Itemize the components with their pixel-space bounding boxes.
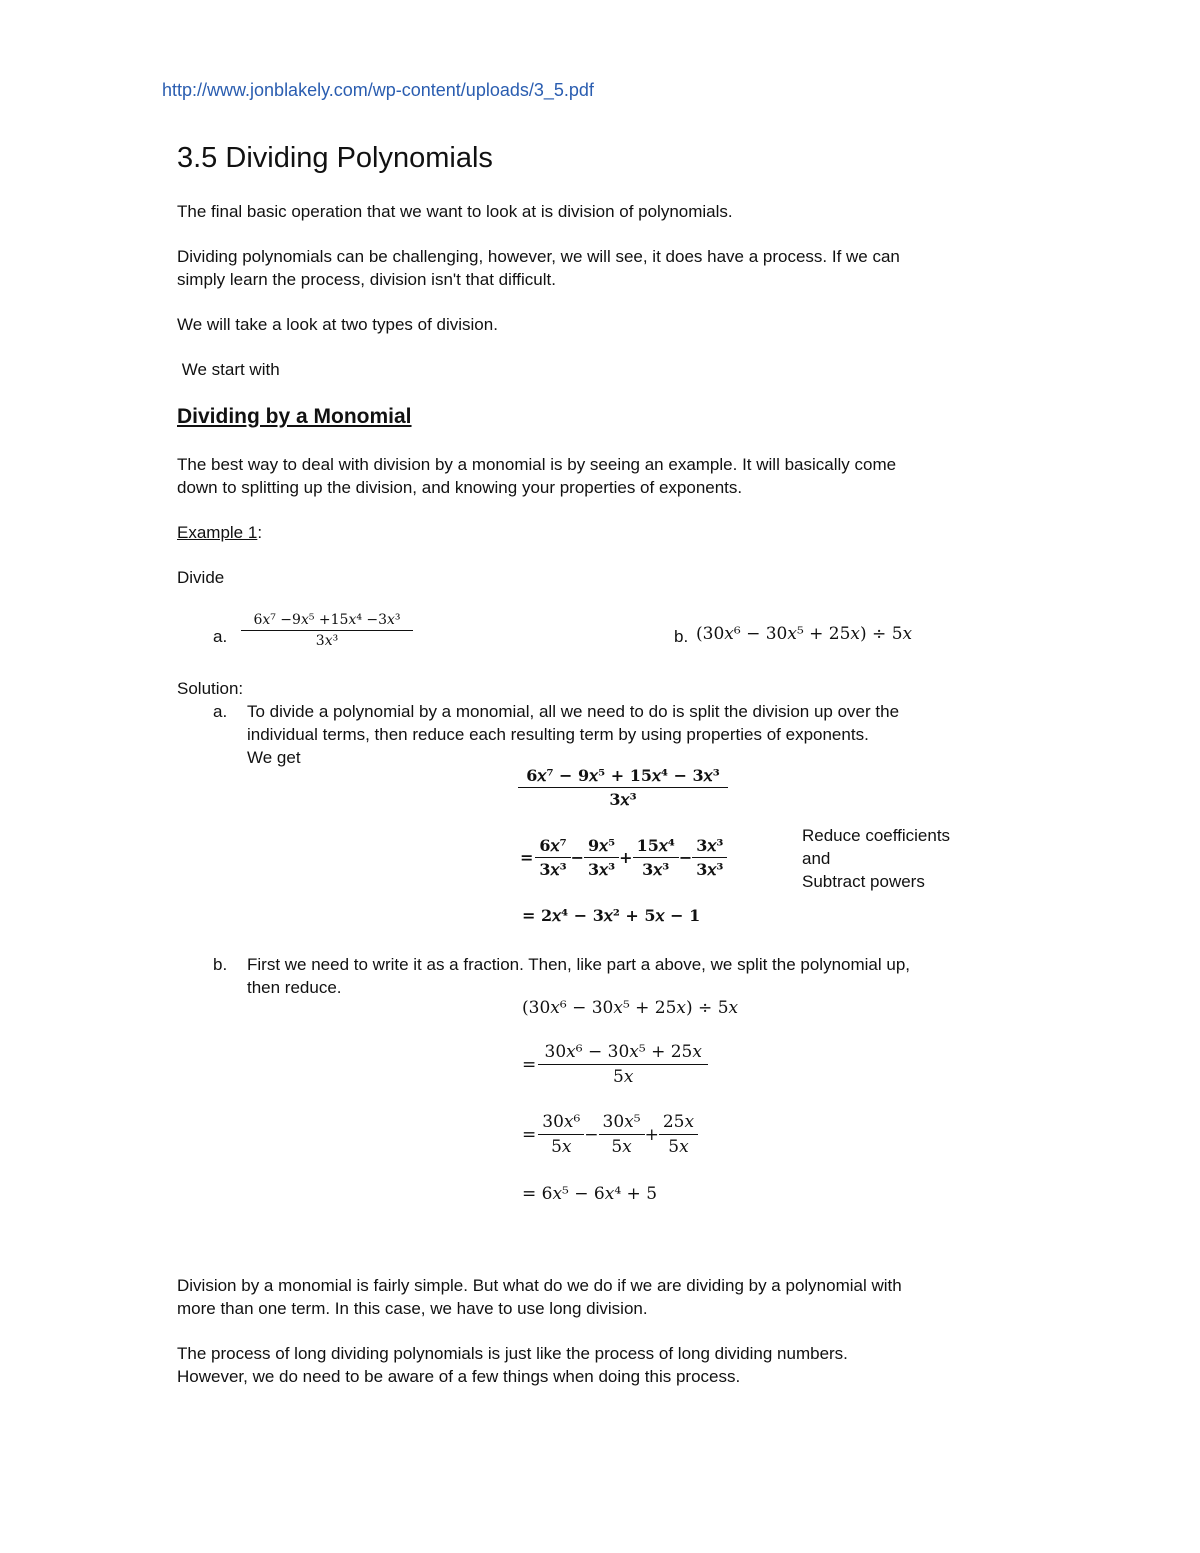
a-step2-frac1-num: 6𝑥⁷ [539, 836, 567, 855]
intro-paragraph-2-line-1: Dividing polynomials can be challenging, however, we will see, it does have a process. If we can [177, 247, 900, 266]
b-step3-expression [522, 1112, 696, 1157]
a-step1-denominator: 3𝑥³ [518, 787, 728, 809]
solution-b-line-1: First we need to write it as a fraction. Then, like part a above, we split the polynomial up, [247, 955, 911, 974]
intro-paragraph-3: We will take a look at two types of division. [177, 315, 498, 334]
solution-b-label: b. [213, 955, 228, 974]
a-step2-op2: + [619, 848, 633, 867]
page-title: 3.5 Dividing Polynomials [177, 142, 493, 174]
closing-paragraph-1-line-1: Division by a monomial is fairly simple. But what do we do if we are dividing by a polynomial with [177, 1276, 902, 1295]
divide-label: Divide [177, 568, 225, 587]
closing-paragraph-2-line-1: The process of long dividing polynomials is just like the process of long dividing numbers. [177, 1344, 848, 1363]
b-step3-frac3-num: 25𝑥 [662, 1112, 695, 1132]
a-step2-frac2-den: 3𝑥³ [584, 857, 619, 879]
solution-a-line-1: To divide a polynomial by a monomial, all we need to do is split the division up over the [247, 702, 900, 721]
section-heading: Dividing by a Monomial [177, 405, 412, 428]
closing-paragraph-2-line-2: However, we do need to be aware of a few things when doing this process. [177, 1367, 741, 1386]
a-step2-frac3-den: 3𝑥³ [633, 857, 679, 879]
intro-paragraph-4: We start with [177, 360, 280, 379]
b-step3-frac3-den: 5𝑥 [659, 1134, 698, 1157]
section-paragraph-line-1: The best way to deal with division by a monomial is by seeing an example. It will basically come [177, 455, 897, 474]
b-step2-denominator: 5𝑥 [538, 1064, 708, 1087]
solution-b-line-2: then reduce. [247, 978, 342, 997]
intro-paragraph-1: The final basic operation that we want to look at is division of polynomials. [177, 202, 733, 221]
a-step2-frac1-den: 3𝑥³ [535, 857, 570, 879]
note-line-1: Reduce coefficients [802, 826, 951, 845]
note-line-2: and [802, 849, 831, 868]
note-line-3: Subtract powers [802, 872, 925, 891]
a-step2-expression [520, 836, 725, 879]
b-step3-frac2-den: 5𝑥 [599, 1134, 645, 1157]
a-step2-equals: = [520, 848, 534, 867]
a-step1-numerator: 6𝑥⁷ − 9𝑥⁵ + 15𝑥⁴ − 3𝑥³ [526, 766, 720, 785]
b-step3-frac1-den: 5𝑥 [538, 1134, 584, 1157]
example-label: Example 1 [177, 523, 258, 542]
section-paragraph-line-2: down to splitting up the division, and knowing your properties of exponents. [177, 478, 743, 497]
b-step3-frac2-num: 30𝑥⁵ [602, 1112, 641, 1132]
closing-paragraph-1-line-2: more than one term. In this case, we have to use long division. [177, 1299, 648, 1318]
problem-a-numerator: 6𝑥⁷ −9𝑥⁵ +15𝑥⁴ −3𝑥³ [253, 612, 401, 628]
b-step2-expression [522, 1042, 706, 1087]
solution-a-label: a. [213, 702, 228, 721]
b-result: = 6𝑥⁵ − 6𝑥⁴ + 5 [522, 1184, 658, 1204]
intro-paragraph-2-line-2: simply learn the process, division isn't that difficult. [177, 270, 556, 289]
b-step3-equals: = [522, 1124, 537, 1145]
problem-a-fraction [243, 612, 411, 649]
a-step2-frac2-num: 9𝑥⁵ [587, 836, 616, 855]
example-colon: : [257, 523, 263, 542]
b-step3-frac1-num: 30𝑥⁶ [542, 1112, 581, 1132]
solution-a-line-2: individual terms, then reduce each resulting term by using properties of exponents. [247, 725, 869, 744]
a-step2-op1: − [570, 848, 584, 867]
solution-a-line-3: We get [247, 748, 301, 767]
b-step2-equals: = [522, 1054, 537, 1075]
a-step2-frac4-num: 3𝑥³ [696, 836, 724, 855]
problem-b-label: b. [674, 627, 689, 646]
b-step1: (30𝑥⁶ − 30𝑥⁵ + 25𝑥) ÷ 5𝑥 [522, 998, 739, 1018]
a-result: = 2𝑥⁴ − 3𝑥² + 5𝑥 − 1 [522, 906, 701, 925]
a-step2-frac4-den: 3𝑥³ [692, 857, 727, 879]
problem-a-denominator: 3𝑥³ [241, 630, 413, 649]
b-step3-op2: + [644, 1124, 659, 1145]
a-step1-fraction [520, 766, 726, 809]
problem-b-expression: (30𝑥⁶ − 30𝑥⁵ + 25𝑥) ÷ 5𝑥 [696, 624, 913, 644]
solution-label: Solution: [177, 679, 244, 698]
source-url-link[interactable]: http://www.jonblakely.com/wp-content/uploads/3_5.pdf [162, 80, 594, 100]
problem-a-label: a. [213, 627, 228, 646]
a-step2-frac3-num: 15𝑥⁴ [636, 836, 675, 855]
b-step3-op1: − [584, 1124, 599, 1145]
a-step2-op3: − [678, 848, 693, 867]
example-heading [177, 521, 262, 544]
b-step2-numerator: 30𝑥⁶ − 30𝑥⁵ + 25𝑥 [544, 1042, 702, 1062]
